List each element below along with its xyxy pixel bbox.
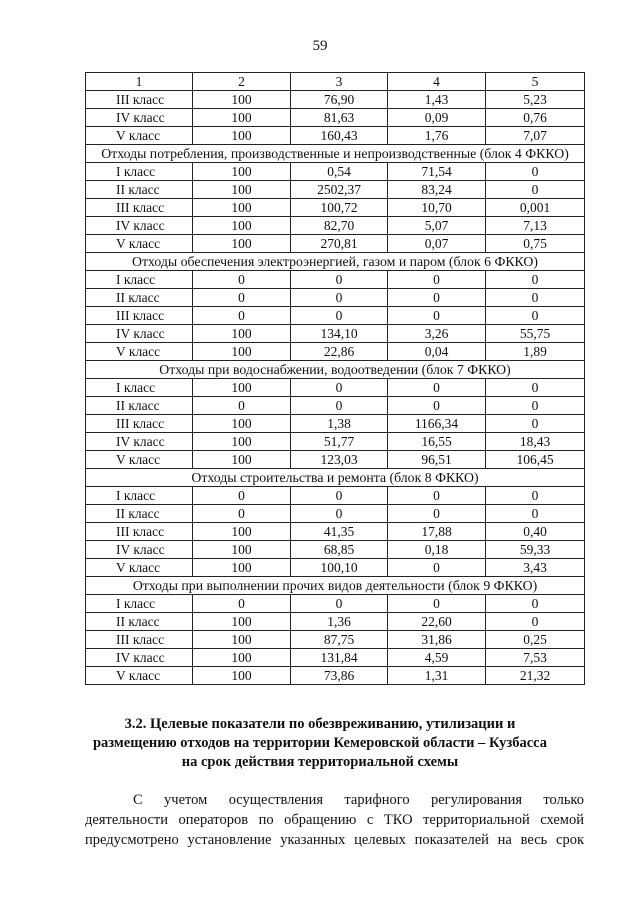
hazard-class-cell: IV класс: [86, 541, 193, 559]
table-row: [86, 127, 585, 145]
hazard-class-cell: III класс: [86, 307, 193, 325]
value-cell: 100: [193, 433, 291, 451]
value-cell: 100: [193, 181, 291, 199]
table-row: [86, 451, 585, 469]
value-cell: 0: [193, 397, 291, 415]
value-cell: 0,40: [486, 523, 585, 541]
value-cell: 100: [193, 343, 291, 361]
value-cell: 4,59: [388, 649, 486, 667]
value-cell: 270,81: [291, 235, 388, 253]
table-row: [86, 217, 585, 235]
hazard-class-cell: I класс: [86, 487, 193, 505]
value-cell: 1166,34: [388, 415, 486, 433]
hazard-class-cell: V класс: [86, 127, 193, 145]
value-cell: 100: [193, 613, 291, 631]
value-cell: 0: [388, 397, 486, 415]
value-cell: 100: [193, 217, 291, 235]
value-cell: 7,07: [486, 127, 585, 145]
value-cell: 100: [193, 199, 291, 217]
hazard-class-cell: II класс: [86, 505, 193, 523]
value-cell: 87,75: [291, 631, 388, 649]
value-cell: 0: [486, 505, 585, 523]
column-number-header: 4: [388, 73, 486, 91]
table-row: [86, 595, 585, 613]
hazard-class-cell: I класс: [86, 271, 193, 289]
value-cell: 160,43: [291, 127, 388, 145]
hazard-class-cell: III класс: [86, 199, 193, 217]
waste-indicators-table: [85, 72, 585, 685]
value-cell: 100,10: [291, 559, 388, 577]
value-cell: 1,43: [388, 91, 486, 109]
table-row: [86, 541, 585, 559]
value-cell: 0: [388, 307, 486, 325]
value-cell: 17,88: [388, 523, 486, 541]
value-cell: 100: [193, 451, 291, 469]
value-cell: 59,33: [486, 541, 585, 559]
value-cell: 1,36: [291, 613, 388, 631]
value-cell: 0: [388, 379, 486, 397]
table-row: [86, 199, 585, 217]
value-cell: 0: [388, 289, 486, 307]
value-cell: 100: [193, 163, 291, 181]
value-cell: 0: [291, 289, 388, 307]
hazard-class-cell: III класс: [86, 631, 193, 649]
section-title-cell: Отходы строительства и ремонта (блок 8 ФККО): [86, 469, 585, 487]
value-cell: 100,72: [291, 199, 388, 217]
table-row: [86, 91, 585, 109]
heading-line: на срок действия территориальной схемы: [181, 754, 459, 770]
hazard-class-cell: III класс: [86, 415, 193, 433]
value-cell: 3,43: [486, 559, 585, 577]
section-title-cell: Отходы при выполнении прочих видов деятельности (блок 9 ФККО): [86, 577, 585, 595]
value-cell: 0: [388, 559, 486, 577]
hazard-class-cell: III класс: [86, 523, 193, 541]
value-cell: 16,55: [388, 433, 486, 451]
table-row: [86, 415, 585, 433]
hazard-class-cell: IV класс: [86, 325, 193, 343]
table-row: [86, 235, 585, 253]
value-cell: 0: [486, 595, 585, 613]
value-cell: 68,85: [291, 541, 388, 559]
value-cell: 55,75: [486, 325, 585, 343]
value-cell: 0: [388, 487, 486, 505]
value-cell: 2502,37: [291, 181, 388, 199]
value-cell: 0: [291, 487, 388, 505]
hazard-class-cell: II класс: [86, 289, 193, 307]
value-cell: 18,43: [486, 433, 585, 451]
hazard-class-cell: V класс: [86, 343, 193, 361]
value-cell: 0: [291, 505, 388, 523]
value-cell: 0: [193, 289, 291, 307]
hazard-class-cell: IV класс: [86, 649, 193, 667]
table-row: [86, 487, 585, 505]
value-cell: 0: [486, 163, 585, 181]
value-cell: 0: [388, 595, 486, 613]
table-row: [86, 271, 585, 289]
value-cell: 0: [388, 271, 486, 289]
value-cell: 0,18: [388, 541, 486, 559]
hazard-class-cell: V класс: [86, 559, 193, 577]
heading-line: размещению отходов на территории Кемеровской области – Кузбасса: [92, 735, 548, 751]
hazard-class-cell: IV класс: [86, 109, 193, 127]
value-cell: 73,86: [291, 667, 388, 685]
table-section-row: [86, 253, 585, 271]
section-title-cell: Отходы обеспечения электроэнергией, газом и паром (блок 6 ФККО): [86, 253, 585, 271]
table-section-row: [86, 469, 585, 487]
table-row: [86, 379, 585, 397]
column-number-header: 1: [86, 73, 193, 91]
value-cell: 51,77: [291, 433, 388, 451]
value-cell: 22,86: [291, 343, 388, 361]
section-title-cell: Отходы потребления, производственные и непроизводственные (блок 4 ФККО): [86, 145, 585, 163]
value-cell: 0: [486, 289, 585, 307]
hazard-class-cell: IV класс: [86, 433, 193, 451]
value-cell: 1,89: [486, 343, 585, 361]
body-line: С учетом осуществления тарифного регулирования только: [133, 792, 584, 808]
column-number-header: 5: [486, 73, 585, 91]
hazard-class-cell: II класс: [86, 397, 193, 415]
table-row: [86, 523, 585, 541]
table-row: [86, 325, 585, 343]
value-cell: 100: [193, 541, 291, 559]
hazard-class-cell: I класс: [86, 163, 193, 181]
table-row: [86, 109, 585, 127]
value-cell: 106,45: [486, 451, 585, 469]
value-cell: 100: [193, 91, 291, 109]
value-cell: 96,51: [388, 451, 486, 469]
value-cell: 100: [193, 325, 291, 343]
body-line: предусмотрено установление указанных целевых показателей на весь срок: [85, 832, 584, 848]
value-cell: 0: [486, 415, 585, 433]
value-cell: 7,13: [486, 217, 585, 235]
value-cell: 100: [193, 235, 291, 253]
section-title-cell: Отходы при водоснабжении, водоотведении (блок 7 ФККО): [86, 361, 585, 379]
value-cell: 0,25: [486, 631, 585, 649]
table-section-row: [86, 361, 585, 379]
value-cell: 0: [486, 379, 585, 397]
table-row: [86, 289, 585, 307]
value-cell: 3,26: [388, 325, 486, 343]
value-cell: 100: [193, 415, 291, 433]
value-cell: 100: [193, 523, 291, 541]
table-row: [86, 307, 585, 325]
value-cell: 131,84: [291, 649, 388, 667]
value-cell: 100: [193, 649, 291, 667]
value-cell: 0,76: [486, 109, 585, 127]
value-cell: 0: [193, 487, 291, 505]
value-cell: 7,53: [486, 649, 585, 667]
value-cell: 0: [388, 505, 486, 523]
value-cell: 71,54: [388, 163, 486, 181]
value-cell: 134,10: [291, 325, 388, 343]
value-cell: 0,07: [388, 235, 486, 253]
value-cell: 0: [486, 397, 585, 415]
value-cell: 123,03: [291, 451, 388, 469]
hazard-class-cell: II класс: [86, 613, 193, 631]
table-row: [86, 649, 585, 667]
table-row: [86, 667, 585, 685]
value-cell: 0: [291, 397, 388, 415]
value-cell: 1,31: [388, 667, 486, 685]
value-cell: 100: [193, 559, 291, 577]
table-section-row: [86, 577, 585, 595]
value-cell: 0: [291, 307, 388, 325]
table-row: [86, 433, 585, 451]
table-row: [86, 559, 585, 577]
hazard-class-cell: II класс: [86, 181, 193, 199]
value-cell: 0,75: [486, 235, 585, 253]
table-row: [86, 343, 585, 361]
table-row: [86, 505, 585, 523]
body-line: деятельности операторов по обращению с ТКО территориальной схемой: [85, 812, 584, 828]
value-cell: 0: [193, 595, 291, 613]
value-cell: 100: [193, 667, 291, 685]
value-cell: 0: [193, 505, 291, 523]
value-cell: 0: [291, 379, 388, 397]
value-cell: 0: [193, 271, 291, 289]
value-cell: 0: [486, 181, 585, 199]
heading-line: 3.2. Целевые показатели по обезвреживанию, утилизации и: [124, 716, 516, 732]
column-number-header: 2: [193, 73, 291, 91]
value-cell: 0: [486, 307, 585, 325]
table-section-row: [86, 145, 585, 163]
value-cell: 81,63: [291, 109, 388, 127]
hazard-class-cell: III класс: [86, 91, 193, 109]
section-heading: [60, 715, 580, 772]
value-cell: 31,86: [388, 631, 486, 649]
value-cell: 0: [486, 487, 585, 505]
value-cell: 100: [193, 127, 291, 145]
table-header-row: [86, 73, 585, 91]
hazard-class-cell: I класс: [86, 595, 193, 613]
value-cell: 1,38: [291, 415, 388, 433]
value-cell: 0,54: [291, 163, 388, 181]
hazard-class-cell: V класс: [86, 667, 193, 685]
value-cell: 21,32: [486, 667, 585, 685]
value-cell: 0,09: [388, 109, 486, 127]
table-row: [86, 397, 585, 415]
value-cell: 100: [193, 109, 291, 127]
value-cell: 0: [193, 307, 291, 325]
value-cell: 0: [291, 271, 388, 289]
value-cell: 100: [193, 631, 291, 649]
value-cell: 0,001: [486, 199, 585, 217]
value-cell: 22,60: [388, 613, 486, 631]
value-cell: 1,76: [388, 127, 486, 145]
value-cell: 82,70: [291, 217, 388, 235]
table-row: [86, 163, 585, 181]
value-cell: 83,24: [388, 181, 486, 199]
value-cell: 0,04: [388, 343, 486, 361]
table-row: [86, 613, 585, 631]
hazard-class-cell: V класс: [86, 235, 193, 253]
value-cell: 76,90: [291, 91, 388, 109]
table-row: [86, 181, 585, 199]
value-cell: 5,23: [486, 91, 585, 109]
value-cell: 0: [486, 271, 585, 289]
value-cell: 100: [193, 379, 291, 397]
page-number: 59: [312, 38, 328, 54]
value-cell: 41,35: [291, 523, 388, 541]
hazard-class-cell: I класс: [86, 379, 193, 397]
hazard-class-cell: V класс: [86, 451, 193, 469]
body-paragraph: [85, 790, 584, 850]
value-cell: 0: [486, 613, 585, 631]
hazard-class-cell: IV класс: [86, 217, 193, 235]
column-number-header: 3: [291, 73, 388, 91]
value-cell: 5,07: [388, 217, 486, 235]
value-cell: 0: [291, 595, 388, 613]
value-cell: 10,70: [388, 199, 486, 217]
table-row: [86, 631, 585, 649]
